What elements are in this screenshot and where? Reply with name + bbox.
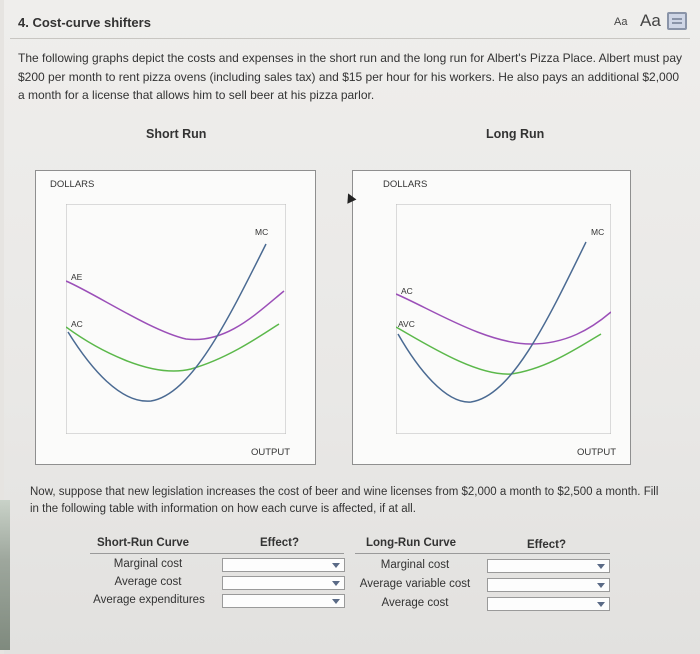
long-run-plot xyxy=(396,204,611,434)
font-decrease-button[interactable]: Aa xyxy=(614,16,628,28)
long-run-mc-effect-select[interactable] xyxy=(487,559,610,573)
short-run-ac-curve xyxy=(66,324,279,371)
long-run-graph xyxy=(352,170,631,465)
long-run-ac-curve xyxy=(396,294,611,344)
chevron-down-icon xyxy=(597,564,605,569)
short-run-y-axis-label: DOLLARS xyxy=(50,179,95,190)
long-run-row-label: Marginal cost xyxy=(380,559,450,571)
background-strip xyxy=(0,500,10,650)
chevron-down-icon xyxy=(597,602,605,607)
short-run-effect-header: Effect? xyxy=(260,537,299,549)
short-run-ae-label: AE xyxy=(71,272,83,282)
long-run-row-label: Average cost xyxy=(381,597,449,609)
long-run-avc-curve xyxy=(396,327,601,374)
long-run-title: Long Run xyxy=(486,127,545,141)
short-run-mc-label: MC xyxy=(255,227,269,237)
short-run-plot-frame xyxy=(66,204,286,434)
intro-text: The following graphs depict the costs and expenses in the short run and the long run for Albert's Pizza Place. Albert must pay $200 per month to rent pizza ovens (including sales tax) and $15 per hour for his workers. He also pays an additional $2,000 a month for a license that allows him to sell beer at his pizza parlor. xyxy=(18,51,683,102)
chevron-down-icon xyxy=(597,583,605,588)
print-icon[interactable] xyxy=(667,12,687,30)
short-run-mc-curve xyxy=(68,244,266,401)
long-run-avc-effect-select[interactable] xyxy=(487,578,610,592)
question-text: Now, suppose that new legislation increases the cost of beer and wine licenses from $2,000 a month to $2,500 a month. Fill in the following table with information on how each curve is affected, if at all. xyxy=(30,486,659,515)
short-run-row-label: Average cost xyxy=(114,576,182,588)
short-run-ae-curve xyxy=(66,281,284,340)
long-run-row-label: Average variable cost xyxy=(359,578,471,590)
header-divider xyxy=(10,38,690,39)
short-run-title: Short Run xyxy=(146,127,207,141)
long-run-avc-label: AVC xyxy=(398,319,415,329)
chevron-down-icon xyxy=(332,581,340,586)
short-run-ac-effect-select[interactable] xyxy=(222,576,345,590)
font-increase-button[interactable]: Aa xyxy=(640,11,661,30)
short-run-row-label: Marginal cost xyxy=(113,558,183,570)
short-run-ac-label: AC xyxy=(71,319,83,329)
long-run-mc-curve xyxy=(398,242,586,402)
short-run-plot xyxy=(66,204,286,434)
short-run-x-axis-label: OUTPUT xyxy=(251,447,291,458)
short-run-graph xyxy=(35,170,316,465)
chevron-down-icon xyxy=(332,563,340,568)
long-run-header-divider xyxy=(355,553,610,554)
long-run-effect-header: Effect? xyxy=(527,539,566,551)
long-run-ac-label: AC xyxy=(401,286,413,296)
long-run-mc-label: MC xyxy=(591,227,605,237)
short-run-row-label: Average expenditures xyxy=(93,594,205,606)
short-run-header-divider xyxy=(90,553,344,554)
short-run-ae-effect-select[interactable] xyxy=(222,594,345,608)
long-run-curve-header: Long-Run Curve xyxy=(366,537,457,549)
long-run-ac-effect-select[interactable] xyxy=(487,597,610,611)
long-run-y-axis-label: DOLLARS xyxy=(383,179,428,190)
short-run-mc-effect-select[interactable] xyxy=(222,558,345,572)
long-run-x-axis-label: OUTPUT xyxy=(577,447,617,458)
question-title: 4. Cost-curve shifters xyxy=(18,15,151,30)
short-run-curve-header: Short-Run Curve xyxy=(97,537,189,549)
chevron-down-icon xyxy=(332,599,340,604)
long-run-plot-frame xyxy=(396,204,611,434)
